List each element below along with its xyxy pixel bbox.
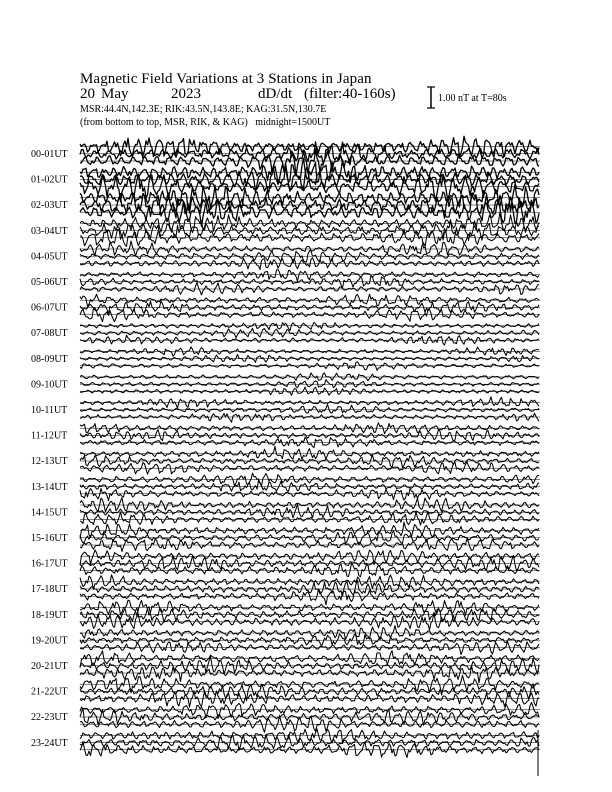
midnight-note: midnight=1500UT bbox=[255, 117, 331, 128]
trace-rik bbox=[80, 405, 539, 414]
trace-msr bbox=[80, 308, 539, 322]
date-year: 2023 bbox=[171, 86, 201, 102]
trace-rik bbox=[80, 380, 539, 388]
trace-rik bbox=[80, 328, 539, 337]
hour-label: 18-19UT bbox=[31, 609, 68, 621]
trace-kag bbox=[80, 446, 539, 459]
date-month: May bbox=[101, 86, 129, 102]
hour-label: 15-16UT bbox=[31, 533, 68, 544]
hour-label: 11-12UT bbox=[31, 430, 68, 442]
trace-msr bbox=[80, 258, 539, 270]
hour-label: 10-11UT bbox=[31, 405, 68, 416]
hour-label: 04-05UT bbox=[31, 251, 68, 263]
trace-kag bbox=[80, 269, 539, 281]
hour-label: 22-23UT bbox=[31, 712, 68, 724]
trace-msr bbox=[80, 563, 539, 577]
trace-msr bbox=[80, 413, 539, 422]
quantity-label: dD/dt bbox=[258, 86, 293, 102]
hour-labels bbox=[31, 149, 68, 749]
hour-label: 23-24UT bbox=[31, 737, 68, 749]
hour-label: 06-07UT bbox=[31, 302, 68, 314]
hour-label: 01-02UT bbox=[31, 174, 68, 186]
trace-msr bbox=[80, 282, 539, 295]
hour-label: 16-17UT bbox=[31, 558, 68, 570]
hour-label: 14-15UT bbox=[31, 507, 68, 519]
hour-label: 17-18UT bbox=[31, 584, 68, 596]
hour-label: 00-01UT bbox=[31, 149, 68, 160]
chart-title: Magnetic Field Variations at 3 Stations in Japan bbox=[80, 71, 372, 87]
hour-label: 12-13UT bbox=[31, 456, 68, 468]
order-note: (from bottom to top, MSR, RIK, & KAG) bbox=[80, 117, 248, 128]
trace-group bbox=[80, 136, 539, 757]
trace-msr bbox=[80, 589, 539, 605]
trace-kag bbox=[80, 729, 539, 743]
hour-label: 20-21UT bbox=[31, 661, 68, 672]
trace-msr bbox=[80, 641, 539, 654]
filter-label: (filter:40-160s) bbox=[304, 86, 396, 102]
scale-bar-label: 1.00 nT at T=80s bbox=[438, 93, 507, 104]
hour-label: 08-09UT bbox=[31, 353, 68, 365]
trace-rik bbox=[80, 504, 539, 518]
trace-msr bbox=[80, 741, 539, 757]
trace-kag bbox=[80, 322, 539, 330]
hour-label: 02-03UT bbox=[31, 200, 68, 212]
hour-label: 03-04UT bbox=[31, 225, 68, 237]
hour-label: 21-22UT bbox=[31, 686, 68, 698]
date-day: 20 bbox=[80, 86, 95, 102]
trace-msr bbox=[80, 511, 539, 525]
trace-kag bbox=[80, 241, 539, 256]
hour-label: 07-08UT bbox=[31, 328, 68, 340]
trace-kag bbox=[80, 575, 539, 589]
hour-label: 13-14UT bbox=[31, 481, 68, 493]
hour-label: 19-20UT bbox=[31, 635, 68, 647]
hour-label: 09-10UT bbox=[31, 379, 68, 391]
station-coordinates: MSR:44.4N,142.3E; RIK:43.5N,143.8E; KAG:31.5N,130.7E bbox=[80, 104, 327, 115]
hour-label: 05-06UT bbox=[31, 277, 68, 288]
